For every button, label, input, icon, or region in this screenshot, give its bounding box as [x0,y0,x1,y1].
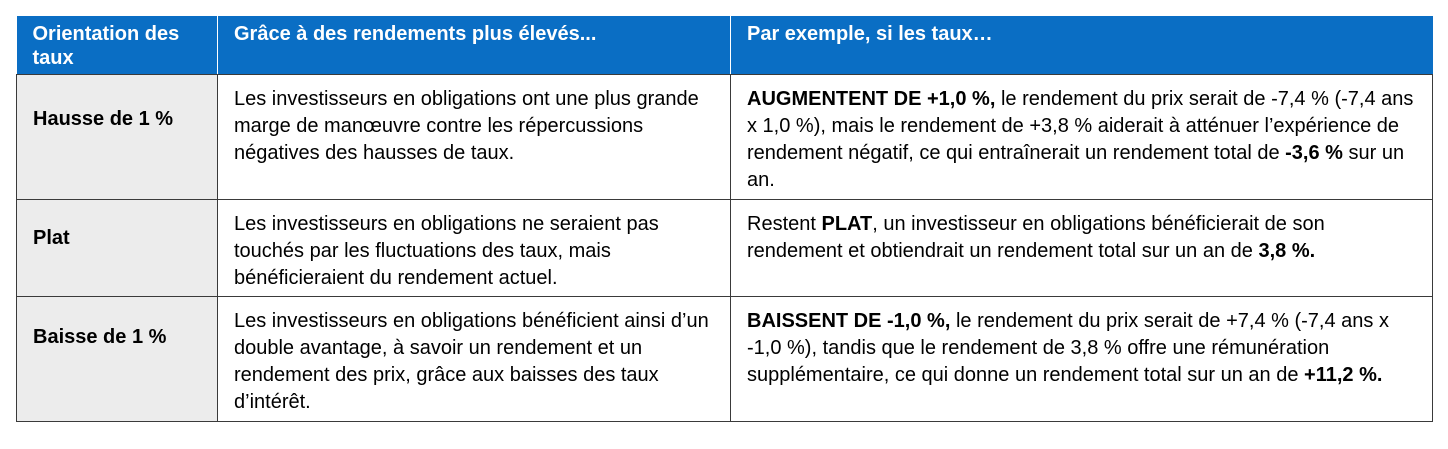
table-row-rise [17,75,1433,200]
example-cell [731,200,1433,297]
example-bold-value: +11,2 %. [1304,364,1383,386]
example-text: le rendement du prix serait de +7,4 % (-7,4 ans x -1,0 %), tandis que le rendement de 3,8 % offre une rémunération supplémentaire, ce qui donne un rendement total sur un an de [747,310,1389,386]
benefit-cell: Les investisseurs en obligations bénéficient ainsi d’un double avantage, à savoir un rendement et un rendement des prix, grâce aux baisses des taux d’intérêt. [218,297,731,422]
table-row-flat [17,200,1433,297]
example-cell [731,75,1433,200]
row-label-cell [17,297,218,422]
rates-scenario-table [16,16,1433,422]
example-text: le rendement du prix serait de -7,4 % (-7,4 ans x 1,0 %), mais le rendement de +3,8 % aiderait à atténuer l’expérience de rendement négatif, ce qui entraînerait un rendement total de [747,88,1414,164]
example-bold-value: -3,6 % [1285,142,1343,164]
example-cell [731,297,1433,422]
row-label: Plat [33,227,70,249]
table-row-fall [17,297,1433,422]
row-label-cell [17,200,218,297]
example-text: , un investisseur en obligations bénéficierait de son rendement et obtiendrait un rendement total sur un an de [747,213,1325,262]
example-bold-lead: BAISSENT DE -1,0 %, [747,310,951,332]
example-bold-lead: PLAT [821,213,873,235]
header-higher-yields: Grâce à des rendements plus élevés... [218,16,731,75]
header-rate-direction: Orientation des taux [17,16,218,75]
header-example: Par exemple, si les taux… [731,16,1433,75]
rates-table-container [16,16,1432,422]
example-bold-value: 3,8 %. [1258,240,1316,262]
table-header [17,16,1433,75]
row-label: Baisse de 1 % [33,326,167,348]
benefit-cell: Les investisseurs en obligations ne seraient pas touchés par les fluctuations des taux, mais bénéficieraient du rendement actuel. [218,200,731,297]
row-label: Hausse de 1 % [33,108,174,130]
header-row [17,16,1433,75]
table-body [17,75,1433,422]
example-bold-lead: AUGMENTENT DE +1,0 %, [747,88,996,110]
example-end: sur un an. [747,142,1405,191]
example-lead: Restent [747,213,822,235]
benefit-cell: Les investisseurs en obligations ont une plus grande marge de manœuvre contre les répercussions négatives des hausses de taux. [218,75,731,200]
row-label-cell [17,75,218,200]
